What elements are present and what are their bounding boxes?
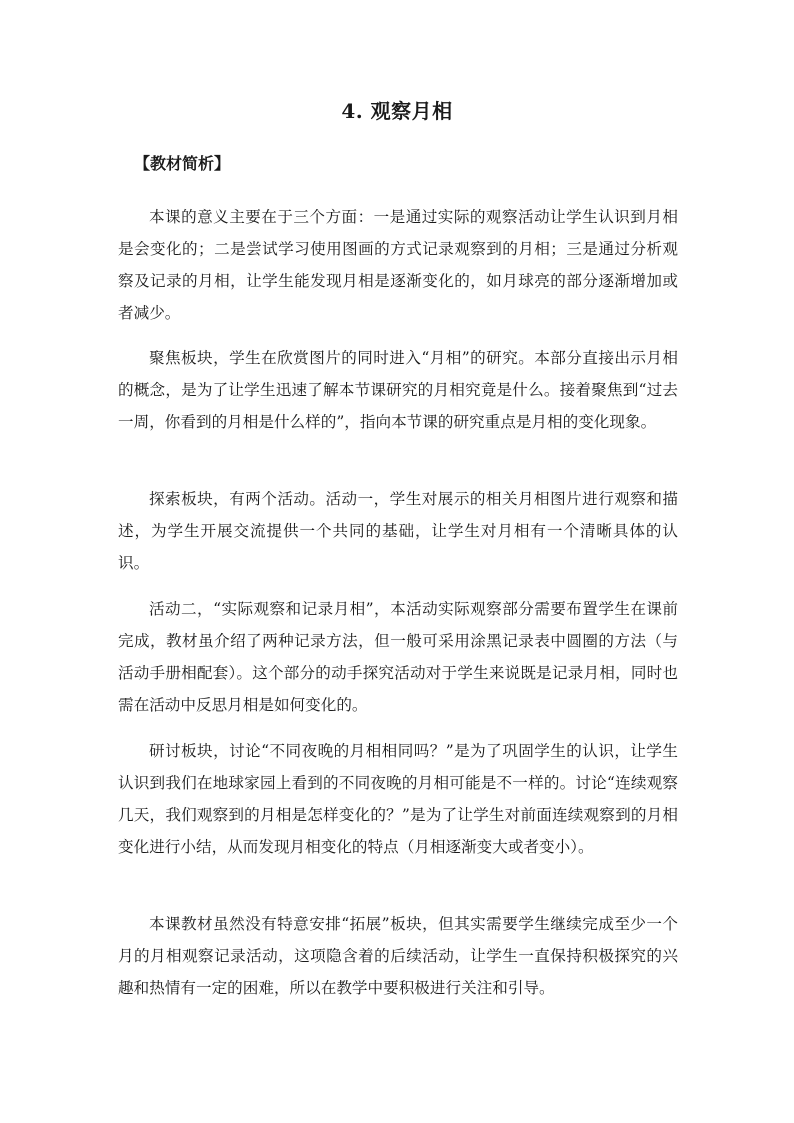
paragraph-activity-two: 活动二，“实际观察和记录月相”，本活动实际观察部分需要布置学生在课前完成，教材虽介绍了两种记录方法，但一般可采用涂黑记录表中圆圈的方法（与活动手册相配套）。这个部分的动手探究活动对于学生来说既是记录月相，同时也需在活动中反思月相是如何变化的。 — [118, 600, 678, 714]
paragraph-discussion-section: 研讨板块，讨论“不同夜晚的月相相同吗？”是为了巩固学生的认识，让学生认识到我们在地球家园上看到的不同夜晚的月相可能是不一样的。讨论“连续观察几天，我们观察到的月相是怎样变化的？”是为了让学生对前面连续观察到的月相变化进行小结，从而发现月相变化的特点（月相逐渐变大或者变小）。 — [118, 742, 678, 856]
section-heading: 【教材简析】 — [134, 154, 231, 173]
paragraph-focus-section: 聚焦板块，学生在欣赏图片的同时进入“月相”的研究。本部分直接出示月相的概念，是为了让学生迅速了解本节课研究的月相究竟是什么。接着聚焦到“过去一周，你看到的月相是什么样的”，指向本节课的研究重点是月相的变化现象。 — [118, 349, 678, 431]
paragraph-significance: 本课的意义主要在于三个方面：一是通过实际的观察活动让学生认识到月相是会变化的；二是尝试学习使用图画的方式记录观察到的月相；三是通过分析观察及记录的月相，让学生能发现月相是逐渐变化的，如月球亮的部分逐渐增加或者减少。 — [118, 208, 678, 322]
paragraph-extension: 本课教材虽然没有特意安排“拓展”板块，但其实需要学生继续完成至少一个月的月相观察记录活动，这项隐含着的后续活动，让学生一直保持积极探究的兴趣和热情有一定的困难，所以在教学中要积极进行关注和引导。 — [118, 915, 678, 997]
document-title: 4. 观察月相 — [341, 99, 453, 123]
paragraph-explore-section: 探索板块，有两个活动。活动一，学生对展示的相关月相图片进行观察和描述，为学生开展交流提供一个共同的基础，让学生对月相有一个清晰具体的认识。 — [118, 490, 678, 572]
